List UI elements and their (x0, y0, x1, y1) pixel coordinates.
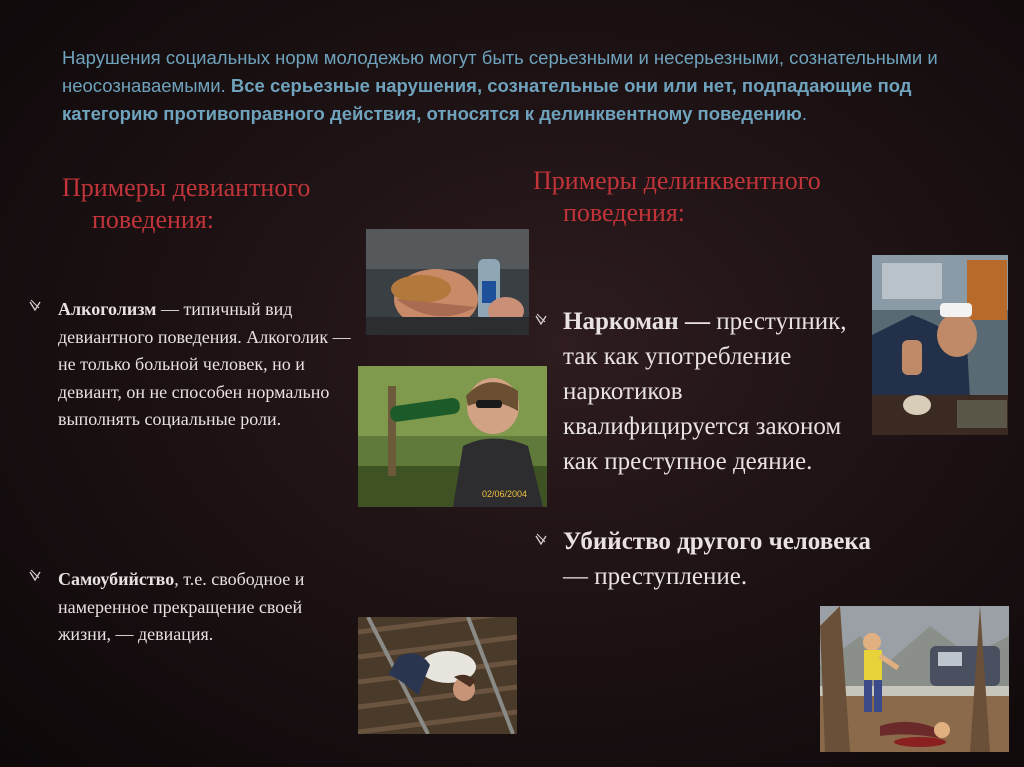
intro-end: . (801, 103, 807, 124)
photo-date-stamp: 02/06/2004 (482, 489, 528, 499)
drug-addict-item (534, 304, 879, 479)
deviant-heading-line2: поведения: (92, 205, 215, 234)
murder-text: — преступление. (563, 563, 748, 590)
delinquent-heading (533, 165, 903, 229)
murder-item (534, 524, 874, 594)
drug-addict-line1: преступник, (716, 308, 847, 335)
delinquent-heading-line1: Примеры делинквентного (533, 166, 821, 195)
eating-man-photo (872, 255, 1008, 435)
delinquent-heading-line2: поведения: (563, 198, 686, 227)
intro-paragraph (62, 44, 962, 128)
drunk-man-photo (366, 229, 529, 335)
alcoholism-item (28, 296, 358, 434)
murder-term: Убийство другого человека (563, 528, 871, 555)
suicide-text: , т.е. свободное и намеренное прекращение своей жизни, — девиация. (58, 569, 305, 644)
drug-addict-line4: квалифицируется законом (563, 413, 842, 440)
suicide-item (28, 566, 358, 649)
intro-bold: Все серьезные нарушения, сознательные они или нет, подпадающие под категорию противоправного действия, относятся к делинквентному поведению (62, 75, 912, 124)
drug-addict-line5: как преступное деяние. (563, 448, 813, 475)
railway-photo (358, 617, 517, 734)
bullet-icon (534, 532, 548, 546)
intro-plain: Нарушения социальных норм молодежью могут быть серьезными и несерьезными, сознательными и неосознаваемыми. (62, 47, 938, 96)
alcoholism-term: Алкоголизм (58, 299, 157, 319)
alcoholism-text: — типичный вид девиантного поведения. Алкоголик — не только больной человек, но и девиант, он не способен нормально выполнять социальные роли. (58, 299, 351, 429)
bullet-icon (28, 568, 42, 582)
drug-addict-line3: наркотиков (563, 378, 683, 405)
drinking-woman-photo (358, 366, 547, 507)
bullet-icon (534, 312, 548, 326)
murder-illustration (820, 606, 1009, 752)
deviant-heading (62, 172, 392, 236)
deviant-heading-line1: Примеры девиантного (62, 173, 311, 202)
drug-addict-term: Наркоман — (563, 308, 717, 335)
bullet-icon (28, 298, 42, 312)
suicide-term: Самоубийство (58, 569, 175, 589)
drug-addict-line2: так как употребление (563, 343, 792, 370)
